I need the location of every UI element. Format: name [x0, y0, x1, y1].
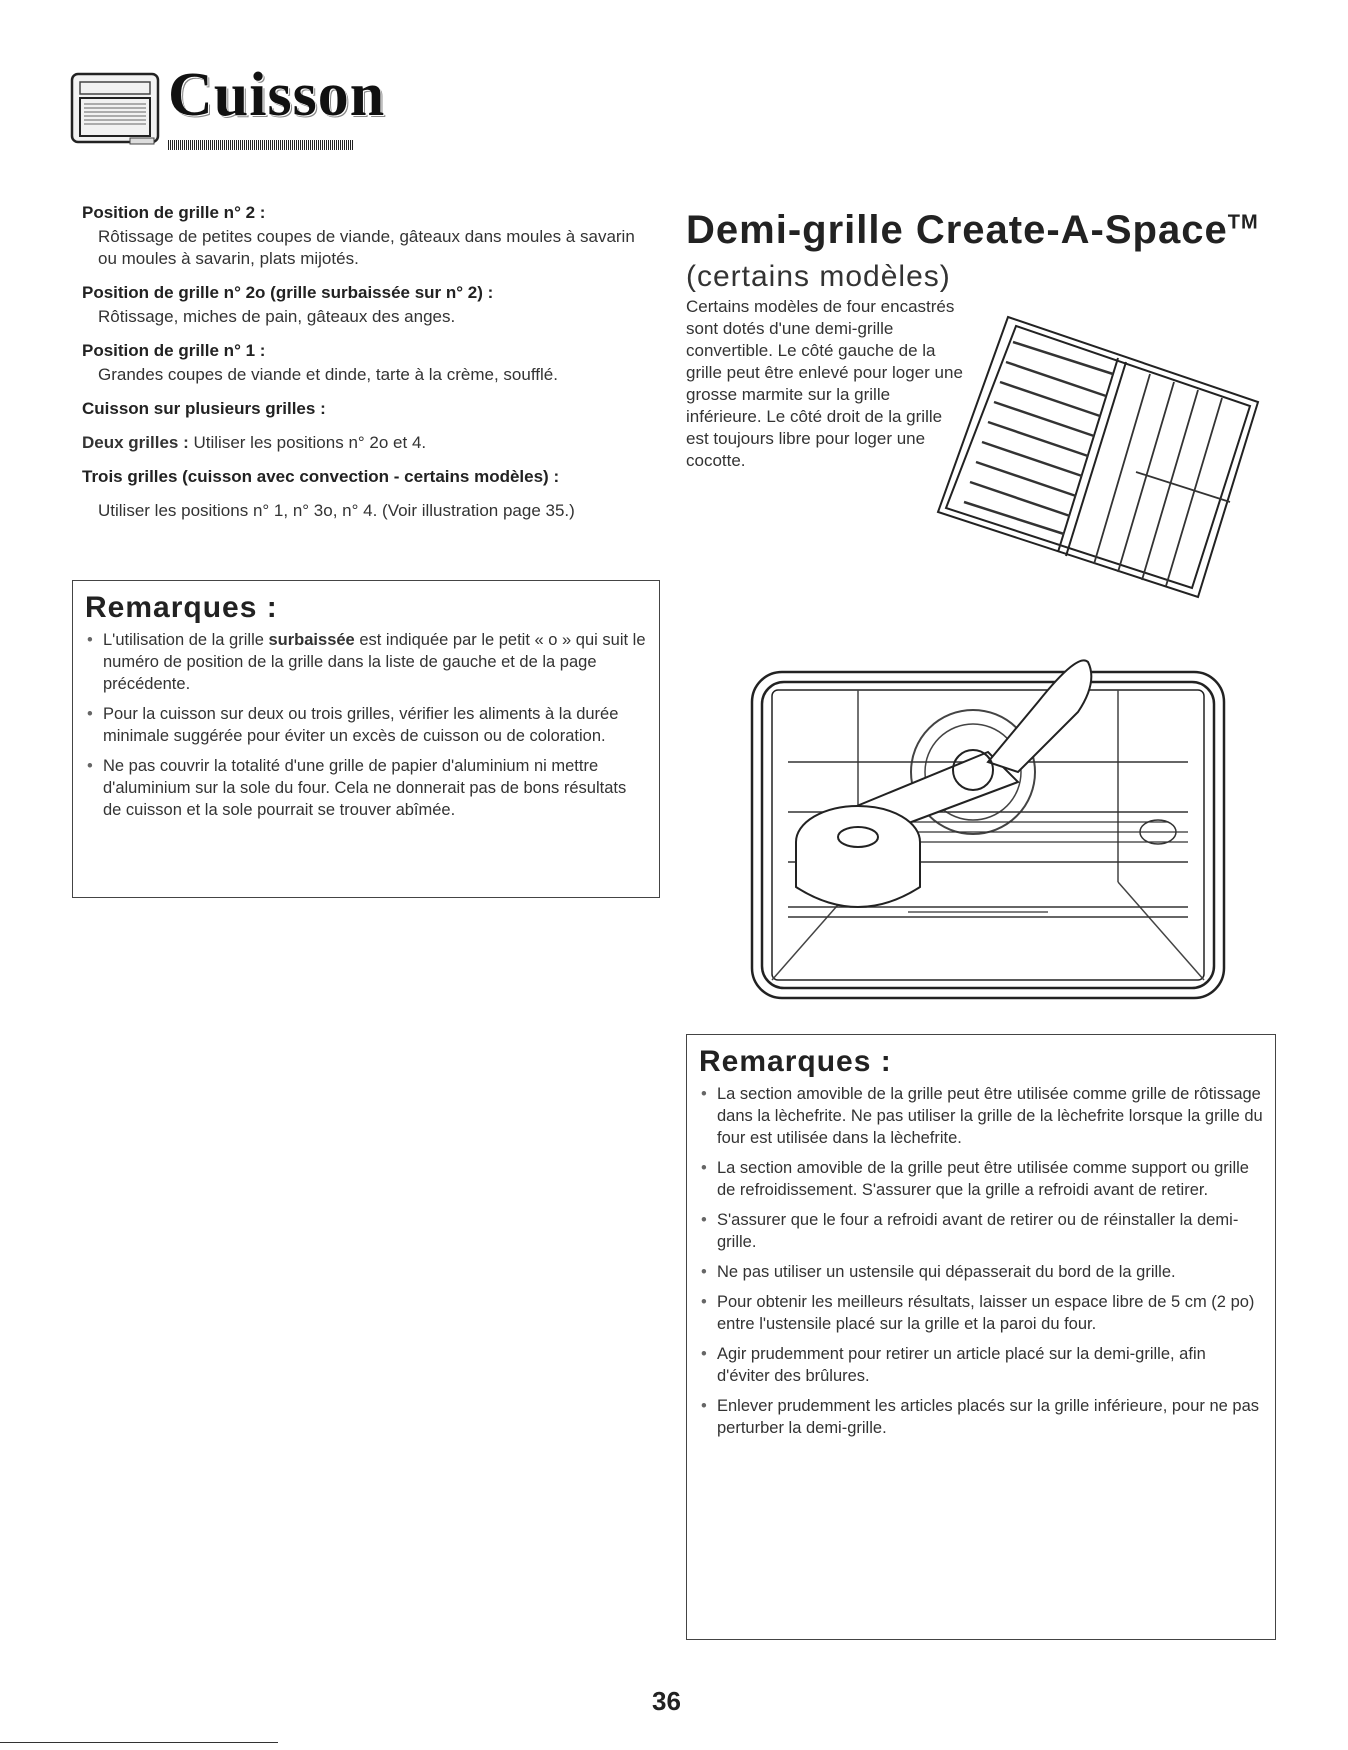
notes-title: Remarques : [85, 591, 278, 624]
notes-title: Remarques : [699, 1045, 892, 1078]
three-racks-heading: Trois grilles (cuisson avec convection - certains modèles) : [82, 467, 560, 486]
list-item: • Agir prudemment pour retirer un article placé sur la demi-grille, afin d'éviter des brûlures. [695, 1343, 1263, 1387]
multi-rack-heading: Cuisson sur plusieurs grilles : [82, 399, 326, 418]
list-item: • Enlever prudemment les articles placés sur la grille inférieure, pour ne pas perturber la demi-grille. [695, 1395, 1263, 1439]
position-text: Grandes coupes de viande et dinde, tarte à la crème, soufflé. [98, 365, 558, 384]
list-item: • Ne pas couvrir la totalité d'une grille de papier d'aluminium ni mettre d'aluminium sur la sole du four. Cela ne donnerait pas de bons résultats de cuisson et la sole pourrait se trouver abîmée. [81, 755, 647, 821]
list-item: • S'assurer que le four a refroidi avant de retirer ou de réinstaller la demi-grille. [695, 1209, 1263, 1253]
notes-box [686, 1034, 1276, 1640]
oven-icon [70, 72, 162, 148]
footer-rule [0, 1742, 278, 1743]
two-racks-text: Utiliser les positions n° 2o et 4. [193, 433, 427, 452]
trademark: TM [1227, 211, 1259, 234]
section-title [686, 208, 1259, 253]
two-racks-line [82, 432, 652, 454]
position-text: Rôtissage, miches de pain, gâteaux des anges. [98, 307, 456, 326]
page-title: Cuisson [168, 61, 386, 129]
position-heading: Position de grille n° 2 : [82, 203, 266, 222]
position-text: Rôtissage de petites coupes de viande, gâteaux dans moules à savarin ou moules à savarin, plats mijotés. [98, 227, 635, 268]
two-racks-label: Deux grilles : [82, 433, 189, 452]
half-rack-illustration [918, 312, 1278, 602]
note-text: est indiquée par le petit « o » qui suit le numéro de position de la grille dans la liste de gauche et de la page précédente. [103, 631, 646, 693]
list-item: • Ne pas utiliser un ustensile qui dépasserait du bord de la grille. [695, 1261, 1263, 1283]
list-item: • Pour la cuisson sur deux ou trois grilles, vérifier les aliments à la durée minimale suggérée pour éviter un excès de cuisson ou de coloration. [81, 703, 647, 747]
section-title-text: Demi-grille Create-A-Space [686, 208, 1228, 252]
oven-interior-illustration [748, 642, 1228, 1002]
intro-text: Certains modèles de four encastrés sont dotés d'une demi-grille convertible. Le côté gauche de la grille peut être enlevé pour loger une grosse marmite sur la grille inférieure. Le côté droit de la grille est toujours libre pour loger une cocotte. [686, 297, 963, 470]
page-number: 36 [652, 1686, 681, 1716]
title-underline [168, 140, 353, 150]
rack-positions [82, 202, 652, 534]
section-subtitle: (certains modèles) [686, 260, 951, 293]
position-heading: Position de grille n° 1 : [82, 341, 266, 360]
position-heading: Position de grille n° 2o (grille surbaissée sur n° 2) : [82, 283, 494, 302]
note-emphasis: surbaissée [268, 631, 355, 649]
note-text: L'utilisation de la grille [103, 631, 269, 649]
notes-box [72, 580, 660, 898]
list-item: • La section amovible de la grille peut être utilisée comme grille de rôtissage dans la lèchefrite. Ne pas utiliser la grille de la lèchefrite lorsque la grille du four est utilisée dans la lèchefrite. [695, 1083, 1263, 1149]
list-item: • La section amovible de la grille peut être utilisée comme support ou grille de refroidissement. S'assurer que la grille a refroidi avant de retirer. [695, 1157, 1263, 1201]
list-item [81, 629, 647, 695]
list-item: • Pour obtenir les meilleurs résultats, laisser un espace libre de 5 cm (2 po) entre l'ustensile placé sur la grille et la paroi du four. [695, 1291, 1263, 1335]
three-racks-text: Utiliser les positions n° 1, n° 3o, n° 4. (Voir illustration page 35.) [98, 501, 575, 520]
notes-list [695, 1083, 1263, 1439]
notes-list [81, 629, 647, 821]
